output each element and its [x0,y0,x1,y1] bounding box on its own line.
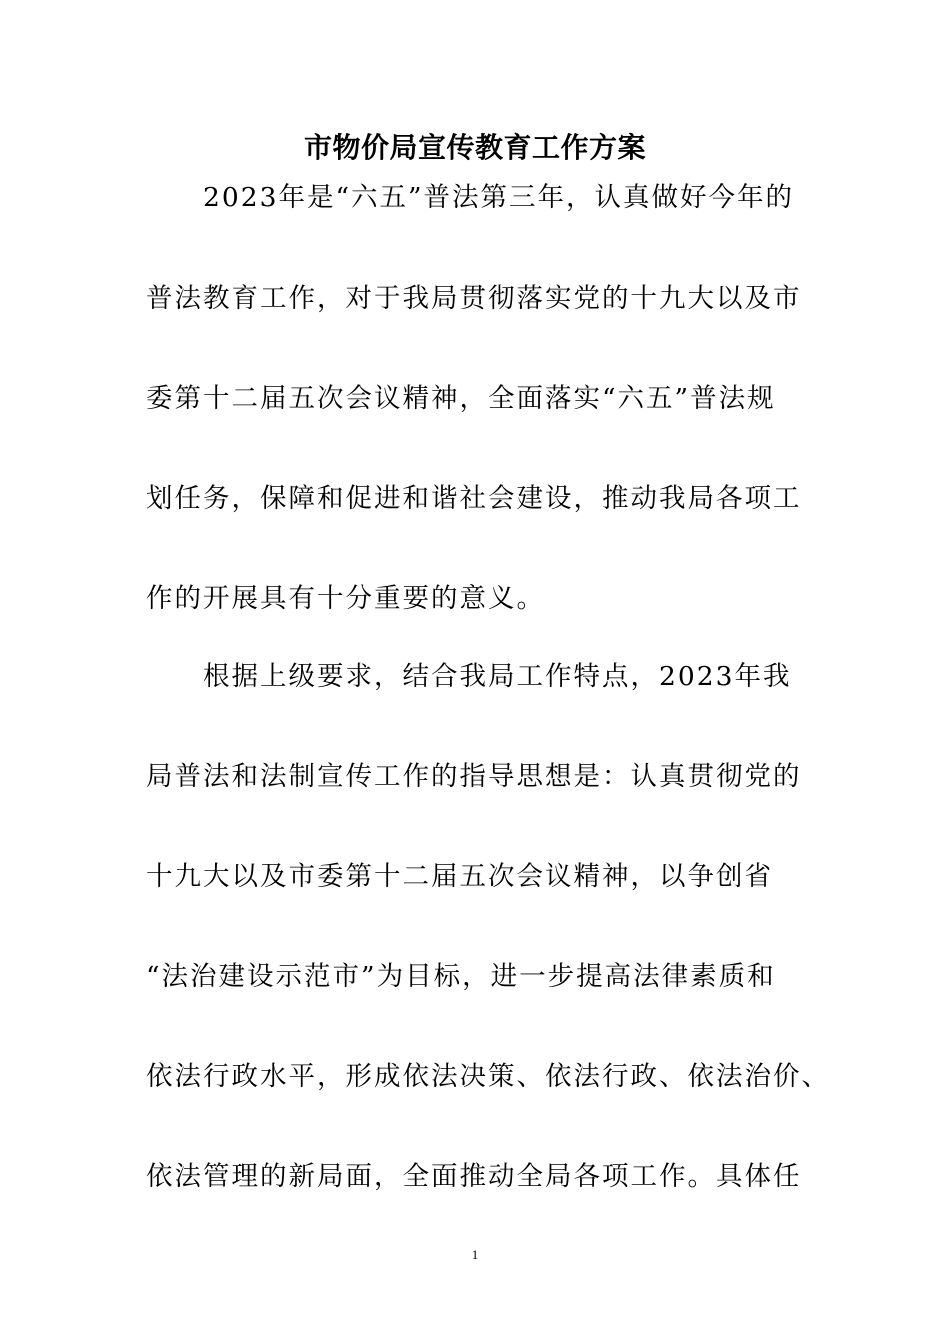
body-line: 依法管理的新局面，全面推动全局各项工作。具体任 [146,1161,802,1192]
page-number: 1 [471,1247,479,1262]
body-line: 委第十二届五次会议精神，全面落实“六五”普法规 [146,383,776,414]
body-line: 普法教育工作，对于我局贯彻落实党的十九大以及市 [146,283,802,314]
body-line: 十九大以及市委第十二届五次会议精神，以争创省 [146,861,773,892]
body-line: “法治建设示范市”为目标，进一步提高法律素质和 [146,961,776,992]
document-title: 市物价局宣传教育工作方案 [303,131,646,164]
body-line: 根据上级要求，结合我局工作特点，2023年我 [146,661,792,692]
body-line: 作的开展具有十分重要的意义。 [146,583,545,614]
body-line: 依法行政水平，形成依法决策、依法行政、依法治价、 [146,1061,830,1092]
body-line: 划任务，保障和促进和谐社会建设，推动我局各项工 [146,483,802,514]
body-line: 局普法和法制宣传工作的指导思想是：认真贯彻党的 [146,761,802,792]
body-line: 2023年是“六五”普法第三年，认真做好今年的 [146,182,795,213]
